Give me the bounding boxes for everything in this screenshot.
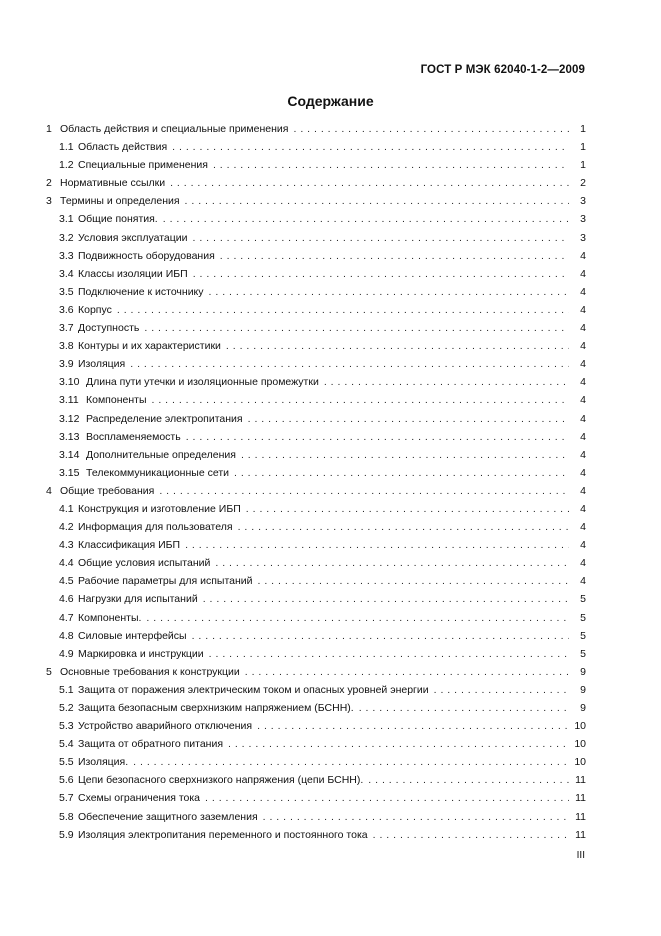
toc-entry[interactable]	[46, 120, 586, 138]
toc-entry[interactable]	[46, 554, 586, 572]
toc-leader-dots	[257, 717, 569, 735]
toc-entry-title: Компоненты.	[78, 611, 142, 624]
toc-entry-page: 4	[580, 376, 586, 389]
toc-entry-title: Длина пути утечки и изоляционные промежутки	[86, 376, 319, 389]
toc-entry-number: 5.8	[59, 810, 74, 823]
toc-entry-page: 4	[580, 448, 586, 461]
toc-entry-title: Телекоммуникационные сети	[86, 466, 230, 479]
toc-entry-number: 3.11	[59, 394, 79, 407]
toc-leader-dots	[172, 138, 569, 156]
toc-entry-page: 4	[580, 539, 586, 552]
toc-leader-dots	[146, 609, 569, 627]
toc-leader-dots	[193, 229, 570, 247]
toc-entry-number: 3.6	[59, 303, 74, 316]
toc-entry-number: 3.10	[59, 376, 80, 389]
toc-entry-title: Схемы ограничения тока	[78, 792, 201, 805]
toc-leader-dots	[130, 355, 569, 373]
toc-entry-title: Нагрузки для испытаний	[78, 593, 198, 606]
toc-entry[interactable]	[46, 663, 586, 681]
toc-entry-page: 4	[580, 358, 586, 371]
toc-leader-dots	[163, 210, 569, 228]
toc-entry-page: 9	[580, 665, 586, 678]
toc-leader-dots	[133, 753, 569, 771]
toc-leader-dots	[152, 391, 570, 409]
toc-entry[interactable]	[46, 428, 586, 446]
toc-entry-page: 5	[580, 593, 586, 606]
toc-leader-dots	[368, 771, 569, 789]
table-of-contents	[46, 120, 586, 844]
toc-entry-title: Обеспечение защитного заземления	[78, 810, 258, 823]
toc-entry-page: 10	[574, 720, 586, 733]
toc-leader-dots	[193, 265, 569, 283]
toc-entry-number: 5.4	[59, 738, 74, 751]
toc-entry-title: Термины и определения	[60, 195, 180, 208]
toc-entry-title: Информация для пользователя	[78, 521, 233, 534]
toc-entry-title: Маркировка и инструкции	[78, 647, 204, 660]
toc-entry-page: 2	[580, 177, 586, 190]
page-title: Содержание	[287, 93, 374, 109]
toc-entry-title: Изоляция электропитания переменного и постоянного тока	[78, 828, 368, 841]
toc-entry[interactable]	[46, 699, 586, 717]
toc-entry-number: 3.5	[59, 285, 74, 298]
toc-entry-title: Изоляция.	[78, 756, 129, 769]
toc-entry-number: 1	[46, 123, 52, 135]
toc-leader-dots	[144, 319, 569, 337]
toc-entry[interactable]	[46, 174, 586, 192]
toc-entry-page: 4	[580, 285, 586, 298]
toc-entry[interactable]	[46, 771, 586, 789]
toc-entry-number: 2	[46, 177, 52, 190]
toc-entry[interactable]	[46, 355, 586, 373]
toc-leader-dots	[209, 283, 569, 301]
toc-entry-page: 11	[575, 828, 586, 841]
toc-entry-title: Защита безопасным сверхнизким напряжением (БСНН).	[78, 702, 354, 714]
toc-leader-dots	[170, 174, 569, 192]
toc-entry-title: Компоненты	[86, 394, 147, 407]
toc-entry-number: 3.9	[59, 358, 74, 371]
toc-entry-number: 3.14	[59, 448, 80, 461]
toc-leader-dots	[241, 446, 569, 464]
toc-entry-number: 3.8	[59, 340, 74, 353]
toc-entry-title: Изоляция	[78, 358, 126, 371]
toc-leader-dots	[238, 518, 569, 536]
toc-entry-title: Защита от обратного питания	[78, 738, 224, 751]
toc-entry-number: 4.3	[59, 539, 74, 552]
toc-entry-title: Условия эксплуатации	[78, 231, 188, 244]
toc-entry[interactable]	[46, 446, 586, 464]
toc-entry-number: 5.9	[59, 828, 74, 841]
toc-entry[interactable]	[46, 753, 586, 771]
toc-entry-title: Общие требования	[60, 484, 155, 497]
toc-entry-page: 11	[575, 810, 586, 823]
toc-leader-dots	[359, 699, 569, 717]
toc-leader-dots	[373, 826, 569, 844]
toc-entry[interactable]	[46, 319, 586, 337]
toc-entry-number: 5	[46, 665, 52, 678]
toc-entry-page: 4	[580, 521, 586, 534]
toc-entry-title: Классификация ИБП	[78, 539, 181, 552]
toc-entry-number: 3.15	[59, 466, 80, 479]
toc-entry[interactable]	[46, 590, 586, 608]
toc-entry-number: 1.1	[59, 141, 74, 154]
toc-entry[interactable]	[46, 391, 586, 409]
toc-entry-number: 3.7	[59, 322, 74, 335]
toc-leader-dots	[226, 337, 569, 355]
toc-entry[interactable]	[46, 572, 586, 590]
document-standard-code: ГОСТ Р МЭК 62040-1-2—2009	[420, 64, 585, 76]
toc-entry[interactable]	[46, 717, 586, 735]
toc-leader-dots	[293, 120, 569, 138]
toc-entry[interactable]	[46, 138, 586, 156]
toc-entry-number: 3.2	[59, 231, 74, 244]
toc-entry-title: Общие условия испытаний	[78, 557, 211, 570]
toc-entry-number: 1.2	[59, 159, 74, 172]
toc-entry[interactable]	[46, 681, 586, 699]
toc-entry[interactable]	[46, 210, 586, 228]
toc-entry-title: Конструкция и изготовление ИБП	[78, 502, 241, 515]
toc-entry-page: 5	[580, 611, 586, 624]
toc-entry[interactable]	[46, 518, 586, 536]
toc-leader-dots	[185, 536, 569, 554]
toc-entry-number: 4.9	[59, 647, 74, 660]
toc-entry-page: 9	[580, 702, 586, 714]
toc-entry-title: Контуры и их характеристики	[78, 340, 221, 353]
toc-entry-number: 5.2	[59, 702, 74, 714]
toc-leader-dots	[205, 789, 569, 807]
toc-entry-title: Распределение электропитания	[86, 412, 243, 425]
toc-entry-number: 5.3	[59, 720, 74, 733]
toc-entry-number: 5.6	[59, 774, 74, 787]
toc-entry[interactable]	[46, 627, 586, 645]
toc-entry[interactable]	[46, 192, 586, 210]
toc-entry-page: 3	[580, 231, 586, 244]
toc-entry[interactable]	[46, 536, 586, 554]
toc-leader-dots	[248, 410, 569, 428]
toc-entry[interactable]	[46, 156, 586, 174]
toc-entry[interactable]	[46, 789, 586, 807]
toc-entry-page: 4	[580, 484, 586, 497]
toc-entry-number: 4	[46, 484, 52, 497]
toc-entry-number: 4.1	[59, 502, 74, 515]
toc-entry-title: Устройство аварийного отключения	[78, 720, 253, 733]
toc-entry[interactable]	[46, 808, 586, 826]
toc-entry-page: 10	[574, 756, 586, 769]
toc-entry[interactable]	[46, 482, 586, 500]
toc-entry-title: Специальные применения	[78, 159, 208, 172]
toc-entry-number: 4.2	[59, 521, 74, 534]
toc-leader-dots	[234, 464, 569, 482]
toc-entry-number: 3.3	[59, 249, 74, 262]
toc-entry-page: 3	[580, 195, 586, 208]
toc-entry-title: Нормативные ссылки	[60, 177, 166, 190]
toc-leader-dots	[159, 482, 569, 500]
toc-entry-number: 5.7	[59, 792, 74, 805]
toc-entry-number: 3.1	[59, 213, 74, 226]
toc-entry-title: Защита от поражения электрическим током и опасных уровней энергии	[78, 683, 429, 696]
toc-entry-page: 5	[580, 629, 586, 642]
toc-leader-dots	[209, 645, 569, 663]
toc-entry-number: 4.4	[59, 557, 74, 570]
toc-entry-page: 4	[580, 322, 586, 335]
page-number: III	[576, 850, 585, 861]
toc-entry-title: Область действия и специальные применения	[60, 123, 289, 135]
toc-entry-title: Подвижность оборудования	[78, 249, 215, 262]
toc-entry-page: 4	[580, 466, 586, 479]
toc-leader-dots	[258, 572, 569, 590]
toc-entry-number: 5.5	[59, 756, 74, 769]
toc-entry[interactable]	[46, 265, 586, 283]
toc-entry-page: 4	[580, 340, 586, 353]
toc-entry-title: Классы изоляции ИБП	[78, 267, 188, 280]
toc-entry-page: 4	[580, 430, 586, 443]
toc-entry-page: 1	[580, 123, 586, 135]
toc-entry-page: 4	[580, 267, 586, 280]
toc-entry[interactable]	[46, 247, 586, 265]
toc-leader-dots	[245, 663, 569, 681]
toc-entry[interactable]	[46, 645, 586, 663]
toc-entry-number: 3	[46, 195, 52, 208]
toc-leader-dots	[246, 500, 569, 518]
toc-entry-page: 11	[575, 774, 586, 787]
toc-entry-title: Дополнительные определения	[86, 448, 236, 461]
toc-entry-page: 4	[580, 394, 586, 407]
toc-entry[interactable]	[46, 373, 586, 391]
toc-leader-dots	[324, 373, 569, 391]
toc-entry-number: 4.5	[59, 575, 74, 588]
toc-entry-page: 4	[580, 575, 586, 588]
toc-entry-title: Воспламеняемость	[86, 430, 181, 443]
toc-leader-dots	[215, 554, 569, 572]
toc-leader-dots	[117, 301, 569, 319]
toc-entry-number: 3.4	[59, 267, 74, 280]
toc-entry-title: Рабочие параметры для испытаний	[78, 575, 253, 588]
toc-entry-number: 4.6	[59, 593, 74, 606]
toc-entry-page: 4	[580, 412, 586, 425]
toc-entry-page: 11	[575, 792, 586, 805]
toc-entry-page: 1	[580, 141, 586, 154]
toc-leader-dots	[213, 156, 569, 174]
toc-entry-page: 9	[580, 683, 586, 696]
toc-entry-title: Доступность	[78, 322, 140, 335]
toc-leader-dots	[220, 247, 569, 265]
toc-entry-page: 5	[580, 647, 586, 660]
toc-entry-title: Силовые интерфейсы	[78, 629, 187, 642]
toc-entry-title: Корпус	[78, 303, 112, 316]
toc-leader-dots	[186, 428, 569, 446]
toc-entry-number: 4.8	[59, 629, 74, 642]
toc-entry-number: 4.7	[59, 611, 74, 624]
toc-entry[interactable]	[46, 229, 586, 247]
toc-entry-title: Основные требования к конструкции	[60, 665, 240, 678]
toc-leader-dots	[228, 735, 569, 753]
toc-entry-title: Область действия	[78, 141, 168, 154]
toc-leader-dots	[185, 192, 569, 210]
toc-entry-title: Цепи безопасного сверхнизкого напряжения (цепи БСНН).	[78, 774, 364, 787]
toc-entry-page: 4	[580, 557, 586, 570]
toc-entry-page: 10	[574, 738, 586, 751]
toc-entry[interactable]	[46, 301, 586, 319]
toc-entry[interactable]	[46, 337, 586, 355]
toc-entry[interactable]	[46, 735, 586, 753]
toc-entry[interactable]	[46, 464, 586, 482]
toc-entry-page: 4	[580, 249, 586, 262]
toc-entry[interactable]	[46, 826, 586, 844]
toc-entry-title: Общие понятия.	[78, 213, 158, 226]
toc-entry-number: 5.1	[59, 683, 74, 696]
toc-entry-number: 3.12	[59, 412, 80, 425]
toc-leader-dots	[192, 627, 569, 645]
toc-entry[interactable]	[46, 410, 586, 428]
toc-entry-page: 1	[580, 159, 586, 172]
toc-leader-dots	[263, 808, 569, 826]
toc-entry-number: 3.13	[59, 430, 80, 443]
toc-leader-dots	[434, 681, 569, 699]
toc-entry[interactable]	[46, 609, 586, 627]
toc-entry[interactable]	[46, 283, 586, 301]
toc-entry-title: Подключение к источнику	[78, 285, 204, 298]
toc-entry[interactable]	[46, 500, 586, 518]
toc-entry-page: 3	[580, 213, 586, 226]
toc-entry-page: 4	[580, 303, 586, 316]
toc-leader-dots	[203, 590, 569, 608]
toc-entry-page: 4	[580, 502, 586, 515]
